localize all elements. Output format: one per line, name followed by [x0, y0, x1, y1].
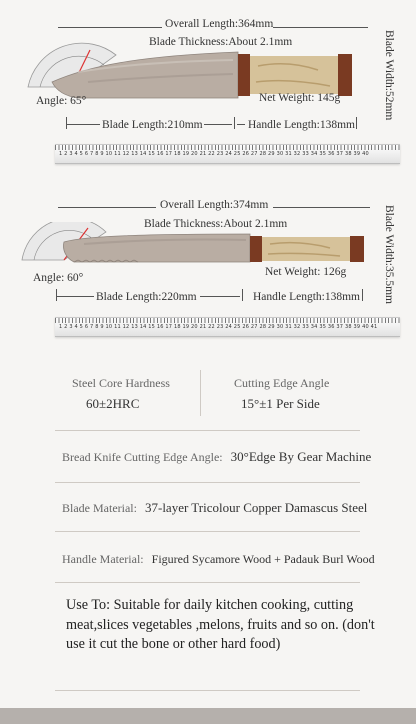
knife2-net-weight: Net Weight: 126g [265, 266, 347, 278]
knife1-blade-line-left [66, 124, 100, 125]
hardness-label: Steel Core Hardness [72, 376, 170, 390]
bottom-bar [0, 708, 416, 724]
handle-material: Handle Material: Figured Sycamore Wood + Padauk Burl Wood [62, 552, 375, 566]
separator-2 [55, 482, 360, 483]
knife2-tick-end [362, 289, 363, 301]
knife1-overall-line-right [273, 27, 368, 28]
knife1-handle-line-left [237, 124, 245, 125]
knife2-tick-start [56, 289, 57, 301]
knife2-blade-line-right [200, 296, 240, 297]
separator-5 [55, 690, 360, 691]
cutting-angle-value: 15°±1 Per Side [241, 396, 320, 411]
separator-3 [55, 531, 360, 532]
knife1-overall-length: Overall Length:364mm [165, 18, 274, 30]
knife2-blade-thickness: Blade Thickness:About 2.1mm [144, 218, 288, 230]
specs-divider [200, 370, 201, 416]
blade-material: Blade Material: 37-layer Tricolour Copper Damascus Steel [62, 500, 368, 515]
knife1-blade-line-right [204, 124, 232, 125]
knife2-angle: Angle: 60° [33, 272, 84, 284]
knife1-blade-width: Blade Width:52mm [383, 30, 395, 121]
bread-knife-angle: Bread Knife Cutting Edge Angle: 30°Edge By Gear Machine [62, 449, 372, 464]
knife1-overall-line-left [58, 27, 162, 28]
separator-4 [55, 582, 360, 583]
knife1-ruler [55, 144, 400, 164]
knife1-illustration [18, 32, 373, 132]
use-to-description: Use To: Suitable for daily kitchen cooking, cutting meat,slices vegetables ,melons, fruits and so on. (don't use it cut the bone or other hard food) [66, 597, 375, 652]
knife2-blade-width: Blade Width:35.5mm [383, 205, 395, 304]
knife1-handle-length: Handle Length:138mm [248, 119, 355, 131]
knife1-net-weight: Net Weight: 145g [259, 92, 341, 104]
knife1-blade-length: Blade Length:210mm [102, 119, 203, 131]
knife1-tick-end [356, 117, 357, 129]
separator-1 [55, 430, 360, 431]
cutting-angle-label: Cutting Edge Angle [234, 376, 330, 390]
knife2-tick-mid [242, 289, 243, 301]
knife2-overall-line-left [58, 207, 156, 208]
knife2-blade-line-left [56, 296, 94, 297]
knife2-overall-line-right [273, 207, 370, 208]
knife2-ruler-numbers: 1 2 3 4 5 6 7 8 9 10 11 12 13 14 15 16 17 18 19 20 21 22 23 24 25 26 27 28 29 30 31 32 33 34 35 36 37 38 39 40 41 [59, 324, 378, 330]
knife2-ruler [55, 317, 400, 337]
knife1-tick-mid [234, 117, 235, 129]
knife1-angle: Angle: 65° [36, 95, 87, 107]
knife2-overall-length: Overall Length:374mm [160, 199, 269, 211]
knife1-blade-thickness: Blade Thickness:About 2.1mm [149, 36, 293, 48]
knife1-tick-start [66, 117, 67, 129]
knife2-handle-length: Handle Length:138mm [253, 291, 360, 303]
knife1-ruler-numbers: 1 2 3 4 5 6 7 8 9 10 11 12 13 14 15 16 17 18 19 20 21 22 23 24 25 26 27 28 29 30 31 32 33 34 35 36 37 38 39 40 [59, 151, 369, 157]
hardness-value: 60±2HRC [86, 396, 140, 411]
knife2-blade-length: Blade Length:220mm [96, 291, 197, 303]
